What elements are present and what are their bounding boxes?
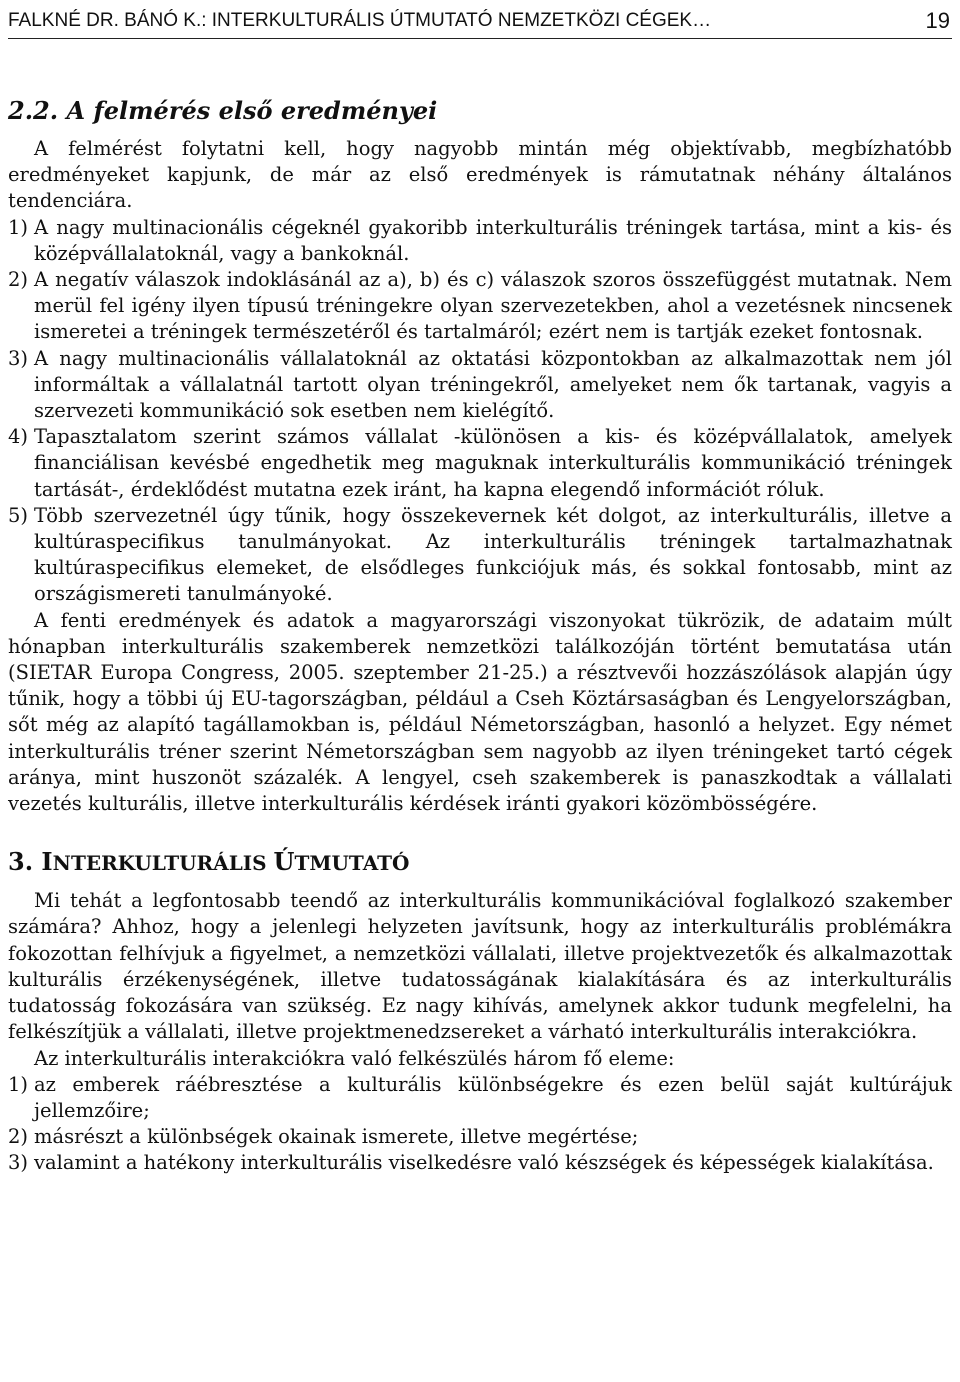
list-item-text: A nagy multinacionális cégeknél gyakoribb interkulturális tréningek tartása, mint a kis- és középvállalatoknál, vagy a bankoknál. <box>34 215 952 265</box>
section-title-smallcaps: NTERKULTURÁLIS <box>52 851 274 876</box>
list-item-number: 2) <box>8 268 29 292</box>
list-item <box>8 1150 952 1176</box>
list-item <box>8 1072 952 1124</box>
list-item-number: 1) <box>8 215 29 239</box>
list-item <box>8 215 952 267</box>
list-item <box>8 346 952 425</box>
list-item <box>8 1124 952 1150</box>
list-item-text: az emberek ráébresztése a kulturális különbségekre és ezen belül saját kultúrájuk jellemzőire; <box>34 1072 952 1122</box>
section-heading-3 <box>8 847 952 878</box>
list-item-text: valamint a hatékony interkulturális viselkedésre való készségek és képességek kialakítása. <box>34 1151 934 1175</box>
list-item-number: 3) <box>8 1151 29 1175</box>
list-item <box>8 503 952 608</box>
list-item-number: 5) <box>8 503 29 527</box>
closing-paragraph: A fenti eredmények és adatok a magyarországi viszonyokat tükrözik, de adataim múlt hónapban interkulturális szakemberek nemzetközi találkozóján történt bemutatása után (SIETAR Europa Congress, 2005. szeptember 21-25.) a résztvevői hozzászólások alapján úgy tűnik, hogy a többi új EU-tagországban, például a Cseh Köztársaságban és Lengyelországban, sőt még az alapító tagállamokban is, például Németországban, hasonló a helyzet. Egy német interkulturális tréner szerint Németországban sem nagyobb az ilyen tréningeket tartó cégek aránya, mint huszonöt százalék. A lengyel, cseh szakemberek is panaszkodtak a vállalati vezetés kulturális, illetve interkulturális kérdések iránti gyakori közömbösségére. <box>8 608 952 816</box>
page-number: 19 <box>925 8 950 33</box>
intro-paragraph: A felmérést folytatni kell, hogy nagyobb mintán még objektívabb, megbízhatóbb eredményeket kapjunk, de már az első eredmények is rámutatnak néhány általános tendenciára. <box>8 137 952 213</box>
guide-paragraph-1: Mi tehát a legfontosabb teendő az interkulturális kommunikációval foglalkozó szakember számára? Ahhoz, hogy a jelenlegi helyzeten javítsunk, hogy az interkulturális problémákra fokozottan felhívjuk a figyelmet, a nemzetközi vállalati, illetve projektvezetők és alkalmazottak kulturális érzékenységének, illetve tudatosságának kialakítására és az interkulturális tudatosság fokozására van szükség. Ez nagy kihívás, amelynek akkor tudunk megfelelni, ha felkészítjük a vállalati, illetve projektmenedzsereket a várható interkulturális interakciókra. <box>8 889 952 1044</box>
section-number: 3. <box>8 847 34 877</box>
list-item-number: 4) <box>8 425 29 449</box>
list-item-text: A negatív válaszok indoklásánál az a), b) és c) válaszok szoros összefüggést mutatnak. Nem merül fel igény ilyen típusú tréningekre olyan szervezetekben, ahol a vezetésnek nincsenek ismeretei a tréningek természetéről és tartalmáról; ezért nem is tartják ezeket fontosnak. <box>34 268 952 344</box>
list-item-number: 2) <box>8 1125 29 1149</box>
section-title-initial: I <box>41 847 53 877</box>
list-item-text: A nagy multinacionális vállalatoknál az oktatási központokban az alkalmazottak nem jól informáltak a vállalatnál tartott olyan tréningekről, amelyeket nem ők tartanak, vagyis a szervezeti kommunikáció sok esetben nem kielégítő. <box>34 346 952 423</box>
list-item-number: 1) <box>8 1072 29 1096</box>
list-item-text: Tapasztalatom szerint számos vállalat -különösen a kis- és középvállalatok, amelyek financiálisan kevésbé engedhetik meg maguknak interkulturális kommunikáció tréningek tartását-, érdeklődést mutatna ezek iránt, ha kapna elegendő információt róluk. <box>34 425 952 501</box>
page-body <box>8 96 952 1177</box>
running-title: FALKNÉ DR. BÁNÓ K.: INTERKULTURÁLIS ÚTMUTATÓ NEMZETKÖZI CÉGEK… <box>8 10 712 31</box>
preparation-elements-list <box>8 1072 952 1177</box>
section-heading-2-2: 2.2. A felmérés első eredményei <box>8 96 438 125</box>
section-title-smallcaps-2: TMUTATÓ <box>294 851 410 876</box>
findings-list <box>8 215 952 608</box>
list-item-text: másrészt a különbségek okainak ismerete, illetve megértése; <box>34 1125 639 1149</box>
list-item <box>8 424 952 503</box>
list-item-text: Több szervezetnél úgy tűnik, hogy összekevernek két dolgot, az interkulturális, illetve a kultúraspecifikus tanulmányokat. Az interkulturális tréningek tartalmazhatnak kultúraspecifikus elemeket, de elsődleges funkciójuk más, és sokkal fontosabb, mint az országismereti tanulmányoké. <box>34 503 952 606</box>
list-item <box>8 267 952 346</box>
section-title-initial-2: Ú <box>273 847 295 877</box>
guide-paragraph-2: Az interkulturális interakciókra való felkészülés három fő eleme: <box>34 1046 675 1070</box>
running-header <box>8 4 952 39</box>
list-item-number: 3) <box>8 346 29 370</box>
